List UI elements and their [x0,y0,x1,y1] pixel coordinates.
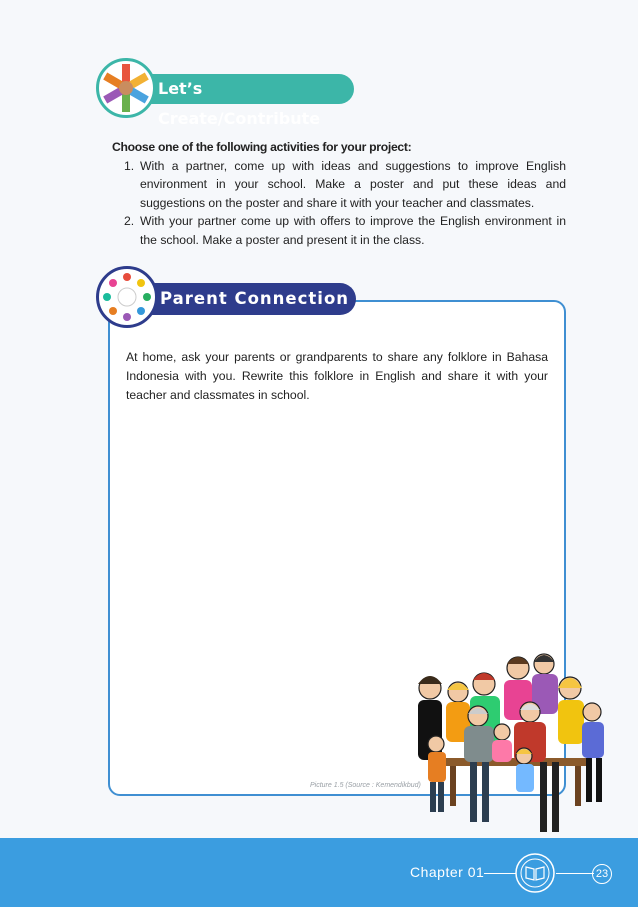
activities-block [112,138,566,249]
section-create-title: Let’s Create/Contribute [144,74,354,104]
family-illustration [400,640,610,840]
section-parent-title: Parent Connection [146,283,356,315]
list-item-number: 2. [124,214,135,228]
book-icon [514,852,556,894]
activities-intro: Choose one of the following activities for your project: [112,140,412,154]
footer-divider [556,873,594,874]
section-create-header [96,58,366,128]
list-item-number: 1. [124,158,135,173]
list-item [112,157,566,213]
section-parent-header [96,266,366,330]
picture-caption: Picture 1.5 (Source : Kemendikbud) [310,782,421,789]
list-item-text: With your partner come up with offers to improve the English environment in the school. Make a poster and present it in the class. [140,214,566,247]
footer-divider [484,873,516,874]
activities-list [112,157,566,250]
parent-connection-text: At home, ask your parents or grandparents to share any folklore in Bahasa Indonesia with you. Rewrite this folklore in English and share it with your teacher and classmates in school. [126,350,548,402]
children-circle-icon [96,266,158,328]
chapter-label: Chapter 01 [410,864,485,880]
page-number: 23 [592,864,612,884]
list-item [112,212,566,249]
list-item-text: With a partner, come up with ideas and suggestions to improve English environment in your school. Make a poster and put these ideas and suggestions on the poster and share it with your teacher and classmates. [140,158,566,210]
hands-icon [96,58,156,118]
